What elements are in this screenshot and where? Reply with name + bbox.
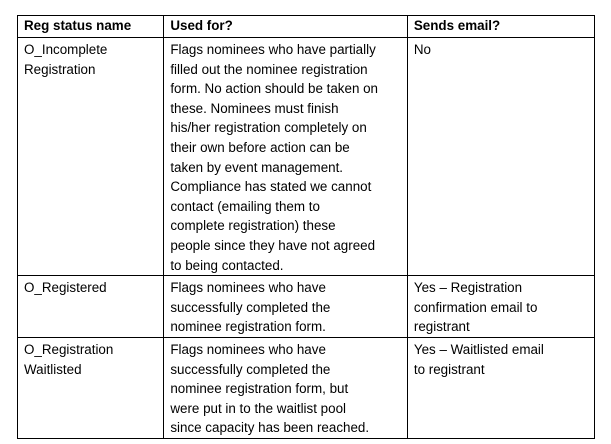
- cell-text-line: contact (emailing them to: [170, 198, 320, 214]
- cell-text-line: Waitlisted: [24, 361, 82, 377]
- cell-text-line: Flags nominees who have: [170, 280, 326, 296]
- table-row: [18, 337, 595, 438]
- cell-text-line: confirmation email to: [413, 299, 538, 315]
- cell-sends-email: [407, 38, 594, 276]
- cell-reg-status-name: [18, 276, 164, 338]
- cell-text-line: taken by event management.: [170, 159, 344, 175]
- cell-text-line: to registrant: [413, 361, 485, 377]
- header-used-for: Used for?: [164, 16, 408, 38]
- header-sends-email: Sends email?: [407, 16, 594, 38]
- cell-text-line: since capacity has been reached.: [170, 420, 370, 436]
- cell-text-line: No: [413, 42, 431, 57]
- cell-text-line: nominee registration form.: [170, 319, 326, 335]
- cell-text-line: his/her registration completely on: [170, 120, 367, 136]
- cell-text-line: Yes – Registration: [413, 280, 523, 296]
- cell-sends-email: [407, 276, 594, 338]
- cell-text-line: O_Registered: [24, 280, 107, 296]
- reg-status-table: [17, 15, 595, 439]
- cell-text-line: their own before action can be: [170, 139, 350, 155]
- cell-text-line: successfully completed the: [170, 361, 331, 377]
- cell-text-line: these. Nominees must finish: [170, 100, 339, 116]
- cell-used-for: [164, 276, 408, 338]
- cell-text-line: were put in to the waitlist pool: [170, 400, 346, 416]
- cell-text-line: to being contacted.: [170, 257, 284, 273]
- cell-text-line: form. No action should be taken on: [170, 81, 379, 97]
- cell-used-for: [164, 337, 408, 438]
- cell-text-line: Registration: [24, 61, 96, 77]
- cell-text-line: filled out the nominee registration: [170, 61, 368, 77]
- cell-text-line: O_Incomplete: [24, 42, 108, 57]
- table-header-row: [18, 16, 595, 38]
- cell-reg-status-name: [18, 38, 164, 276]
- cell-text-line: registrant: [413, 319, 470, 335]
- table-row: [18, 38, 595, 276]
- header-reg-status-name: Reg status name: [18, 16, 164, 38]
- cell-text-line: complete registration) these: [170, 218, 336, 234]
- table-row: [18, 276, 595, 338]
- cell-sends-email: [407, 337, 594, 438]
- cell-text-line: successfully completed the: [170, 299, 331, 315]
- cell-text-line: Flags nominees who have: [170, 341, 326, 357]
- cell-text-line: people since they have not agreed: [170, 237, 376, 253]
- cell-text-line: O_Registration: [24, 341, 114, 357]
- cell-text-line: Yes – Waitlisted email: [413, 341, 544, 357]
- cell-reg-status-name: [18, 337, 164, 438]
- cell-used-for: [164, 38, 408, 276]
- cell-text-line: Flags nominees who have partially: [170, 42, 376, 57]
- cell-text-line: Compliance has stated we cannot: [170, 179, 372, 195]
- table-body: [18, 38, 595, 439]
- cell-text-line: nominee registration form, but: [170, 381, 349, 397]
